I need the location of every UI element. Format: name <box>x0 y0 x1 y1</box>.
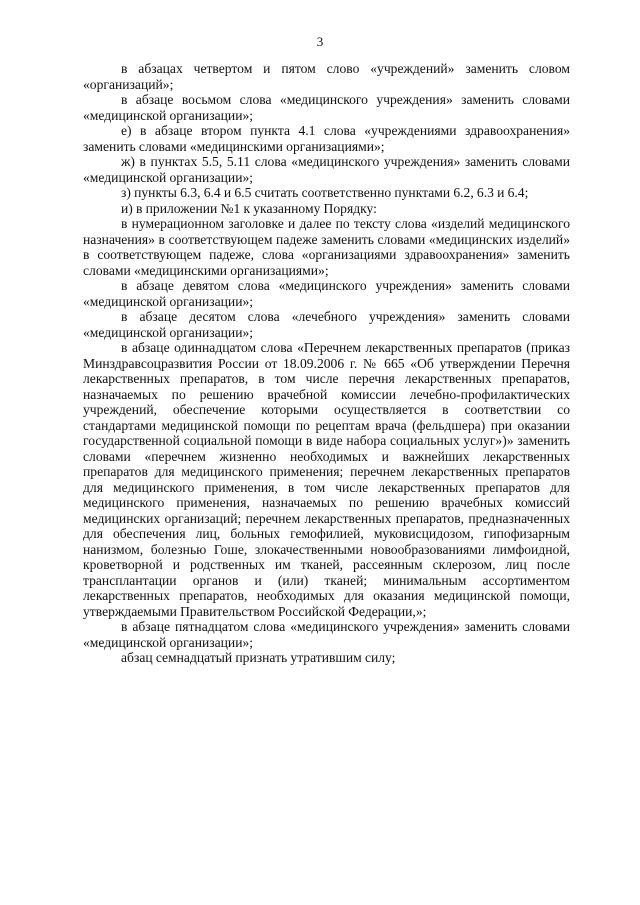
paragraph: в абзаце пятнадцатом слова «медицинского учреждения» заменить словами «медицинской организации»; <box>83 619 570 650</box>
paragraph: в абзаце десятом слова «лечебного учреждения» заменить словами «медицинской организации»; <box>83 309 570 340</box>
paragraph: в абзаце одиннадцатом слова «Перечнем лекарственных препаратов (приказ Минздравсоцразвития России от 18.09.2006 г. № 665 «Об утверждении Перечня лекарственных препаратов, в том числе перечня лекарственных препаратов, назначаемых по решению врачебной комиссии лечебно-профилактических учреждений, обеспечение которыми осуществляется в соответствии со стандартами медицинской помощи по рецептам врача (фельдшера) при оказании государственной социальной помощи в виде набора социальных услуг»)» заменить словами «перечнем жизненно необходимых и важнейших лекарственных препаратов для медицинского применения; перечнем лекарственных препаратов для медицинского применения, в том числе лекарственных препаратов для медицинского применения, назначаемых по решению врачебных комиссий медицинских организаций; перечнем лекарственных препаратов, предназначенных для обеспечения лиц, больных гемофилией, муковисцидозом, гипофизарным нанизмом, болезнью Гоше, злокачественными новообразованиями лимфоидной, кроветворной и родственных им тканей, рассеянным склерозом, лиц после трансплантации органов и (или) тканей; минимальным ассортиментом лекарственных препаратов, необходимых для оказания медицинской помощи, утверждаемыми Правительством Российской Федерации,»; <box>83 340 570 619</box>
paragraph: е) в абзаце втором пункта 4.1 слова «учреждениями здравоохранения» заменить словами «медицинскими организациями»; <box>83 123 570 154</box>
page-number: 3 <box>316 34 324 49</box>
paragraph: в абзаце восьмом слова «медицинского учреждения» заменить словами «медицинской организации»; <box>83 92 570 123</box>
paragraph: ж) в пунктах 5.5, 5.11 слова «медицинского учреждения» заменить словами «медицинской организации»; <box>83 154 570 185</box>
paragraph: з) пункты 6.3, 6.4 и 6.5 считать соответственно пунктами 6.2, 6.3 и 6.4; <box>121 185 529 200</box>
paragraph: в абзаце девятом слова «медицинского учреждения» заменить словами «медицинской организации»; <box>83 278 570 309</box>
paragraph: в абзацах четвертом и пятом слово «учреждений» заменить словом «организаций»; <box>83 61 570 92</box>
paragraph: в нумерационном заголовке и далее по тексту слова «изделий медицинского назначения» в соответствующем падеже заменить словами «медицинских изделий» в соответствующем падеже, слова «организациями здравоохранения» заменить словами «медицинскими организациями»; <box>83 216 570 278</box>
paragraph: абзац семнадцатый признать утратившим силу; <box>121 650 396 665</box>
document-body <box>83 61 570 666</box>
paragraph: и) в приложении №1 к указанному Порядку: <box>121 200 377 216</box>
